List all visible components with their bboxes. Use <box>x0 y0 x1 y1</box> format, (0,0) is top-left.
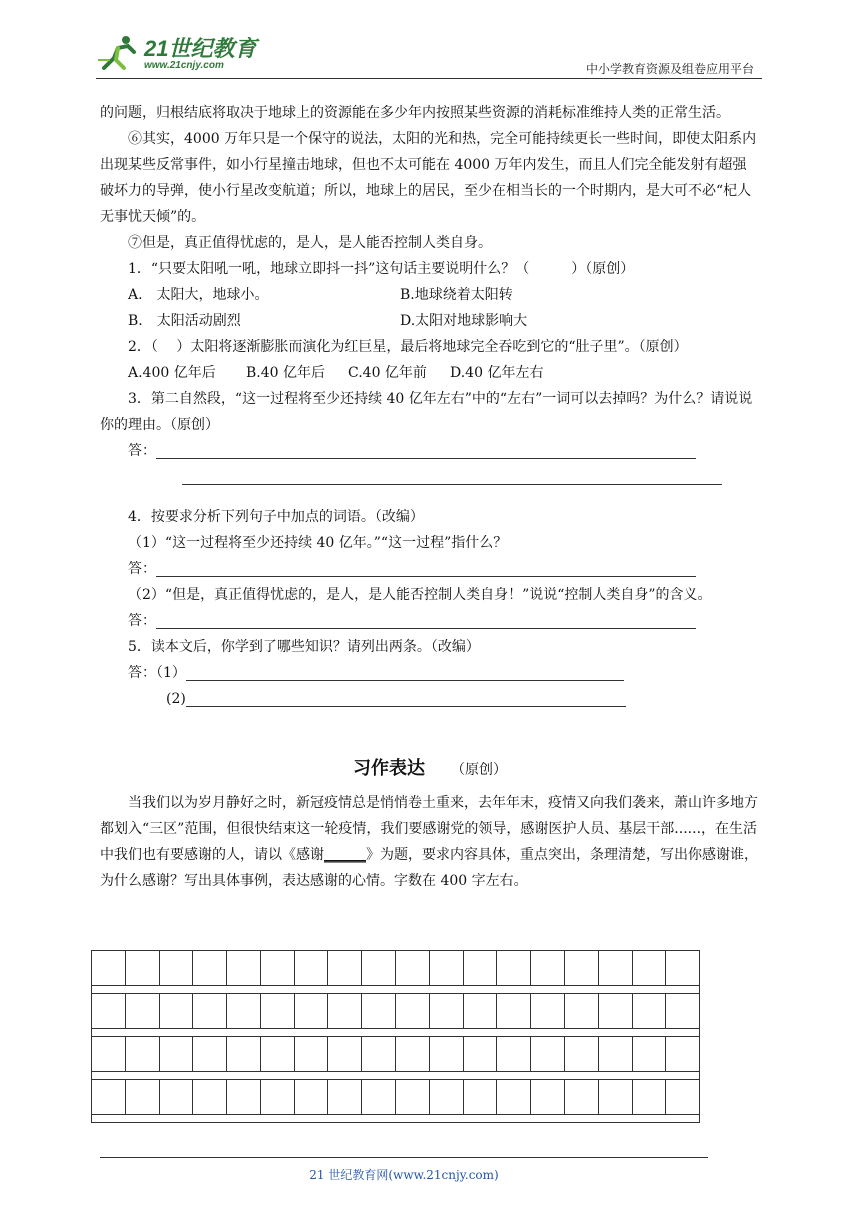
logo-url: www.21cnjy.com <box>144 60 224 71</box>
grid-cell[interactable] <box>362 994 396 1028</box>
grid-cell[interactable] <box>531 994 565 1028</box>
grid-cell[interactable] <box>497 1080 531 1114</box>
answer-row <box>100 464 760 490</box>
grid-cell[interactable] <box>565 1080 599 1114</box>
question-1-options-row2 <box>100 308 760 334</box>
grid-cell[interactable] <box>396 951 430 985</box>
grid-cell[interactable] <box>227 994 261 1028</box>
grid-cell[interactable] <box>328 1037 362 1071</box>
grid-cell[interactable] <box>261 994 295 1028</box>
grid-cell[interactable] <box>261 1037 295 1071</box>
option-c: B. 太阳活动剧烈 <box>128 313 241 329</box>
grid-cell[interactable] <box>666 994 699 1028</box>
question-3-stem: 3．第二自然段，“这一过程将至少还持续 40 亿年左右”中的“左右”一词可以去掉吗？为什么？请说说你的理由。（原创） <box>100 391 753 433</box>
answer-label: 答： <box>128 561 156 577</box>
option-d: D.40 亿年左右 <box>450 365 544 381</box>
grid-cell[interactable] <box>261 1080 295 1114</box>
grid-cell[interactable] <box>464 951 498 985</box>
grid-gap <box>91 1071 700 1079</box>
answer-line[interactable] <box>156 440 696 459</box>
answer-label: 答： <box>128 613 156 629</box>
grid-cell[interactable] <box>599 1037 633 1071</box>
grid-cell[interactable] <box>227 1037 261 1071</box>
logo-text: 21世纪教育 <box>144 36 257 61</box>
logo <box>96 30 266 76</box>
answer-line[interactable] <box>156 558 696 577</box>
grid-cell[interactable] <box>261 951 295 985</box>
grid-cell[interactable] <box>362 1037 396 1071</box>
grid-cell[interactable] <box>328 951 362 985</box>
option-b: B.40 亿年后 <box>246 365 326 381</box>
writing-title-row <box>100 756 760 790</box>
option-c: C.40 亿年前 <box>348 365 427 381</box>
grid-cell[interactable] <box>497 994 531 1028</box>
answer-line[interactable] <box>186 688 626 707</box>
grid-cell[interactable] <box>531 1037 565 1071</box>
option-a: A.400 亿年后 <box>128 365 216 381</box>
question-4-stem: 4．按要求分析下列句子中加点的词语。（改编） <box>128 509 424 525</box>
grid-cell[interactable] <box>295 1037 329 1071</box>
grid-cell[interactable] <box>633 994 667 1028</box>
grid-gap <box>91 1114 700 1123</box>
grid-cell[interactable] <box>464 994 498 1028</box>
grid-cell[interactable] <box>430 1037 464 1071</box>
grid-cell[interactable] <box>531 951 565 985</box>
grid-cell[interactable] <box>328 1080 362 1114</box>
grid-cell[interactable] <box>599 994 633 1028</box>
question-4-sub1: （1）“这一过程将至少还持续 40 亿年。”“这一过程”指什么？ <box>128 535 508 551</box>
grid-cell[interactable] <box>227 1080 261 1114</box>
answer-line[interactable] <box>186 662 624 681</box>
answer-item-1-label: （1） <box>156 665 186 681</box>
grid-cell[interactable] <box>92 1080 126 1114</box>
grid-cell[interactable] <box>464 1037 498 1071</box>
grid-cell[interactable] <box>565 994 599 1028</box>
grid-cell[interactable] <box>633 1080 667 1114</box>
grid-cell[interactable] <box>328 994 362 1028</box>
passage-line: 的问题，归根结底将取决于地球上的资源能在多少年内按照某些资源的消耗标准维持人类的正常生活。 <box>100 105 730 121</box>
grid-cell[interactable] <box>362 1080 396 1114</box>
answer-row <box>100 660 760 686</box>
grid-cell[interactable] <box>430 951 464 985</box>
grid-cell[interactable] <box>126 951 160 985</box>
answer-label: 答： <box>128 443 156 459</box>
grid-cell[interactable] <box>362 951 396 985</box>
grid-cell[interactable] <box>633 951 667 985</box>
grid-cell[interactable] <box>295 1080 329 1114</box>
question-4-sub2: （2）“但是，真正值得忧虑的，是人，是人能否控制人类自身！”说说“控制人类自身”的含义。 <box>128 587 712 603</box>
grid-cell[interactable] <box>396 1037 430 1071</box>
grid-cell[interactable] <box>295 951 329 985</box>
grid-cell[interactable] <box>497 1037 531 1071</box>
grid-cell[interactable] <box>160 1037 194 1071</box>
answer-label: 答： <box>128 665 156 681</box>
grid-gap <box>91 985 700 993</box>
grid-cell[interactable] <box>92 994 126 1028</box>
question-2-stem: 2．（ ）太阳将逐渐膨胀而演化为红巨星，最后将地球完全吞吃到它的“肚子里”。（原创） <box>128 339 688 355</box>
header-divider <box>96 78 762 79</box>
grid-cell[interactable] <box>160 994 194 1028</box>
question-1-stem: 1．“只要太阳吼一吼，地球立即抖一抖”这句话主要说明什么？（ ）（原创） <box>128 261 635 277</box>
passage-paragraph-7: ⑦但是，真正值得忧虑的，是人，是人能否控制人类自身。 <box>128 235 492 251</box>
grid-cell[interactable] <box>193 994 227 1028</box>
option-d: D.太阳对地球影响大 <box>400 313 528 329</box>
option-a: A. 太阳大，地球小。 <box>128 287 269 303</box>
grid-cell[interactable] <box>193 951 227 985</box>
writing-prompt-blank: ______ <box>324 847 366 863</box>
writing-title-text: 习作表达 <box>353 758 425 779</box>
option-b: B.地球绕着太阳转 <box>400 287 513 303</box>
grid-row <box>91 1036 700 1071</box>
grid-cell[interactable] <box>193 1080 227 1114</box>
passage-paragraph-6: ⑥其实，4000 万年只是一个保守的说法，太阳的光和热，完全可能持续更长一些时间，即使太阳系内出现某些反常事件，如小行星撞击地球，但也不太可能在 4000 万年内发生，而且人们完全能发射有超强破坏力的导弹，使小行星改变航道；所以，地球上的居民，至少在相当长的一个时期内，是大可不必“杞人无事忧天倾”的。 <box>100 131 757 225</box>
grid-cell[interactable] <box>430 1080 464 1114</box>
grid-cell[interactable] <box>666 951 699 985</box>
grid-cell[interactable] <box>396 994 430 1028</box>
grid-cell[interactable] <box>193 1037 227 1071</box>
answer-row <box>100 686 760 712</box>
grid-cell[interactable] <box>126 1080 160 1114</box>
grid-row <box>91 1079 700 1114</box>
grid-cell[interactable] <box>430 994 464 1028</box>
answer-row <box>100 556 760 582</box>
grid-row <box>91 993 700 1028</box>
grid-gap <box>91 1028 700 1036</box>
grid-cell[interactable] <box>531 1080 565 1114</box>
answer-item-2-label: (2) <box>166 691 186 707</box>
runner-logo-icon <box>96 34 140 72</box>
grid-row <box>91 950 700 985</box>
question-2-options <box>100 360 760 386</box>
writing-prompt-before: 当我们以为岁月静好之时，新冠疫情总是悄悄卷土重来，去年年末，疫情又向我们袭来，萧山许多地方都划入“三区”范围，但很快结束这一轮疫情，我们要感谢党的领导，感谢医护人员、基层干部......，在生活中我们也有要感谢的人，请以《感谢 <box>100 795 758 863</box>
grid-cell[interactable] <box>92 951 126 985</box>
answer-row <box>100 608 760 634</box>
question-5-stem: 5．读本文后，你学到了哪些知识？请列出两条。（改编） <box>128 639 480 655</box>
answer-row <box>100 438 760 464</box>
grid-cell[interactable] <box>599 1080 633 1114</box>
writing-prompt <box>100 790 760 894</box>
writing-prompt-after: 》为题，要求内容具体，重点突出，条理清楚，写出你感谢谁，为什么感谢？写出具体事例，表达感谢的心情。字数在 400 字左右。 <box>100 847 758 889</box>
grid-cell[interactable] <box>565 1037 599 1071</box>
grid-cell[interactable] <box>160 951 194 985</box>
grid-cell[interactable] <box>565 951 599 985</box>
writing-grid[interactable] <box>91 950 700 1123</box>
question-1-options-row1 <box>100 282 760 308</box>
grid-cell[interactable] <box>464 1080 498 1114</box>
writing-title-note: （原创） <box>451 762 507 778</box>
platform-label: 中小学教育资源及组卷应用平台 <box>585 62 754 76</box>
footer-text: 21 世纪教育网(www.21cnjy.com) <box>309 1168 499 1182</box>
grid-cell[interactable] <box>666 1037 699 1071</box>
grid-cell[interactable] <box>92 1037 126 1071</box>
grid-cell[interactable] <box>497 951 531 985</box>
grid-cell[interactable] <box>666 1080 699 1114</box>
writing-title <box>100 756 760 783</box>
grid-cell[interactable] <box>160 1080 194 1114</box>
footer-divider <box>100 1157 708 1158</box>
answer-line[interactable] <box>156 610 696 629</box>
grid-cell[interactable] <box>126 994 160 1028</box>
grid-cell[interactable] <box>396 1080 430 1114</box>
grid-cell[interactable] <box>295 994 329 1028</box>
grid-cell[interactable] <box>126 1037 160 1071</box>
grid-cell[interactable] <box>227 951 261 985</box>
grid-cell[interactable] <box>599 951 633 985</box>
grid-cell[interactable] <box>633 1037 667 1071</box>
document-body <box>100 100 760 894</box>
page-header <box>96 30 762 80</box>
answer-line[interactable] <box>182 484 722 485</box>
